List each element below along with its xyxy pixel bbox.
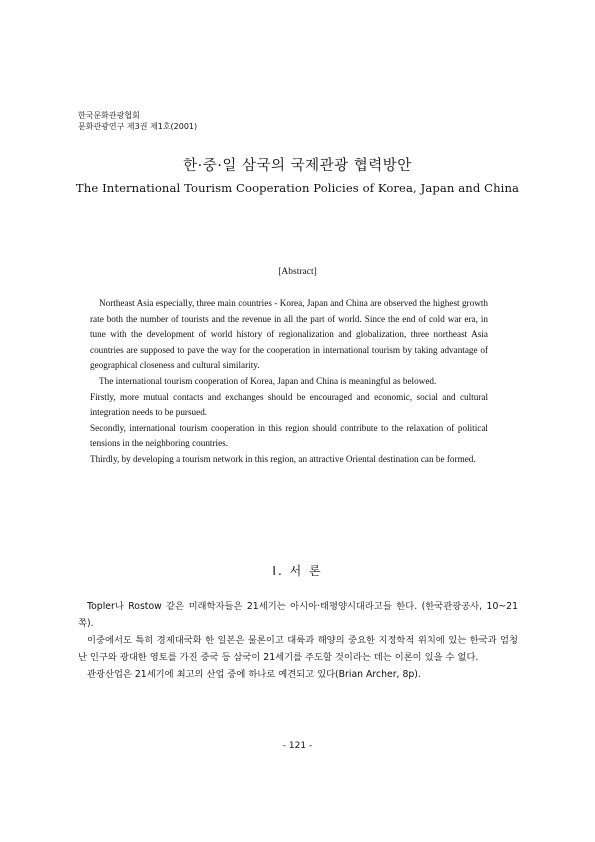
abstract-paragraph: Northeast Asia especially, three main countries - Korea, Japan and China are observed the highest growth rate both the number of tourists and the revenue in all the part of world. Since the end of cold war era, in tune with the development of world history of regionalization and globalization, three northeast Asia countries are supposed to pave the way for the cooperation in international tourism by taking advantage of geographical closeness and cultural similarity.	[90, 298, 488, 371]
page-number: - 121 -	[282, 741, 313, 751]
body-paragraph: Topler나 Rostow 같은 미래학자들은 21세기는 아시아·태평양시대라고들 한다. (한국관광공사, 10~21쪽).	[78, 601, 518, 629]
title-korean: 한·중·일 삼국의 국제관광 협력방안	[183, 158, 412, 174]
abstract-paragraph: The international tourism cooperation of Korea, Japan and China is meaningful as belowed.	[99, 375, 437, 386]
journal-society: 한국문화관광협회	[78, 111, 140, 120]
abstract-paragraph: Thirdly, by developing a tourism network in this region, an attractive Oriental destination can be formed.	[90, 453, 476, 464]
abstract-paragraph: Firstly, more mutual contacts and exchanges should be encouraged and economic, social and cultural integration needs to be pursued.	[90, 391, 488, 418]
body-paragraph: 관광산업은 21세기에 최고의 산업 중에 하나로 예견되고 있다(Brian Archer, 8p).	[87, 669, 421, 680]
abstract-paragraph: Secondly, international tourism cooperation in this region should contribute to the relaxation of political tensions in the neighboring countries.	[90, 422, 488, 449]
body-text	[78, 598, 518, 683]
body-paragraph: 이중에서도 특히 경제대국화 한 일본은 물론이고 대륙과 해양의 중요한 지정학적 위치에 있는 한국과 엄청난 인구와 광대한 영토를 가진 중국 등 삼국이 21세기를 주도할 것이라는 데는 이론이 있을 수 없다.	[78, 635, 518, 663]
journal-info	[78, 110, 197, 132]
title-english: The International Tourism Cooperation Policies of Korea, Japan and China	[75, 181, 520, 195]
section-heading: Ⅰ. 서 론	[272, 564, 323, 578]
journal-issue: 문화관광연구 제3권 제1호(2001)	[78, 122, 198, 131]
abstract-body	[90, 296, 488, 468]
abstract-heading: [Abstract]	[278, 267, 317, 277]
